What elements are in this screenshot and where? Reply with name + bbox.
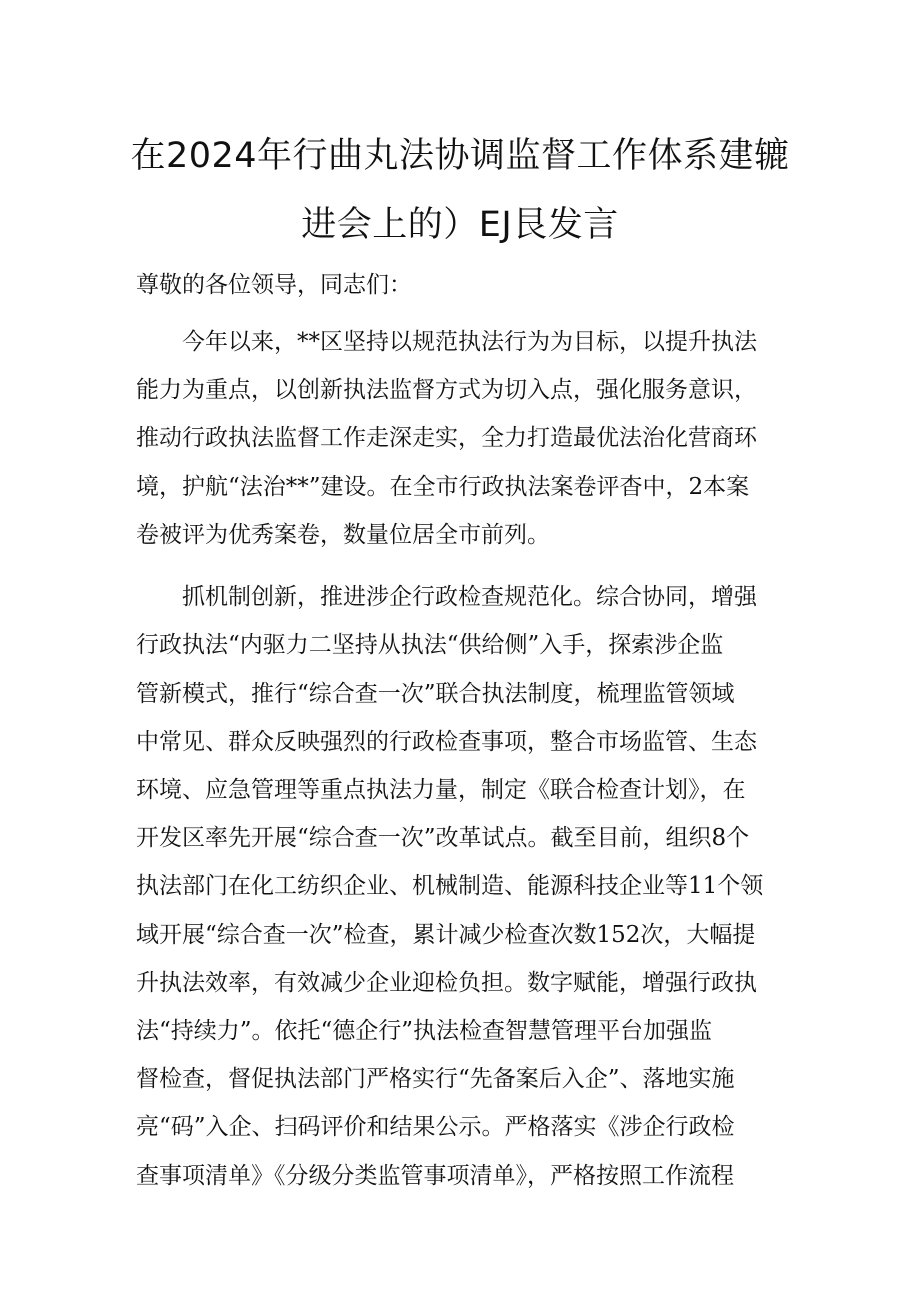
document-title-line-1: 在2024年行曲丸法协调监督工作体系建辘: [130, 136, 790, 176]
salutation: 尊敬的各位领导，同志们：: [136, 272, 412, 298]
paragraph-2-line: 环境、应急管理等重点执法力量，制定《联合检查计划》，在: [136, 777, 746, 803]
paragraph-2-line: 亮“码”入企、扫码评价和结果公示。严格落实《涉企行政检: [136, 1114, 735, 1140]
paragraph-2-line: 执法部门在化工纺织企业、机械制造、能源科技企业等11个领: [136, 873, 764, 899]
paragraph-1-line: 今年以来，**区坚持以规范执法行为为目标，以提升执法: [182, 329, 757, 355]
paragraph-2-line: 查事项清单》《分级分类监管事项清单》，严格按照工作流程: [136, 1163, 734, 1189]
paragraph-2-line: 督检查，督促执法部门严格实行“先备案后入企”、落地实施: [136, 1066, 735, 1092]
paragraph-1-line: 能力为重点，以创新执法监督方式为切入点，强化服务意识，: [136, 377, 757, 403]
paragraph-2-line: 开发区率先开展“综合查一次”改革试点。截至目前，组织8个: [136, 825, 750, 851]
document-title-line-2: 进会上的）EJ艮发言: [301, 205, 619, 245]
paragraph-1-line: 境，护航“法治**”建设。在全市行政执法案卷评杳中，2本案: [136, 474, 750, 500]
paragraph-1-line: 卷被评为优秀案卷，数量位居全市前列。: [136, 522, 550, 548]
paragraph-2-line: 升执法效率，有效减少企业迎检负担。数字赋能，增强行政执: [136, 970, 757, 996]
paragraph-2-line: 行政执法“内驱力二坚持从执法“供给侧”入手，探索涉企监: [136, 632, 724, 658]
paragraph-2-line: 域开展“综合查一次”检查，累计减少检查次数152次，大幅提: [136, 922, 756, 948]
paragraph-2-line: 抓机制创新，推进涉企行政检查规范化。综合协同，增强: [182, 584, 757, 610]
paragraph-2-line: 中常见、群众反映强烈的行政检查事项，整合市场监管、生态: [136, 729, 757, 755]
paragraph-1-line: 推动行政执法监督工作走深走实，全力打造最优法治化营商环: [136, 425, 757, 451]
paragraph-2-line: 法“持续力”。依托“德企行”执法检查智慧管理平台加强监: [136, 1018, 713, 1044]
paragraph-2-line: 管新模式，推行“综合查一次”联合执法制度，梳理监管领域: [136, 681, 735, 707]
